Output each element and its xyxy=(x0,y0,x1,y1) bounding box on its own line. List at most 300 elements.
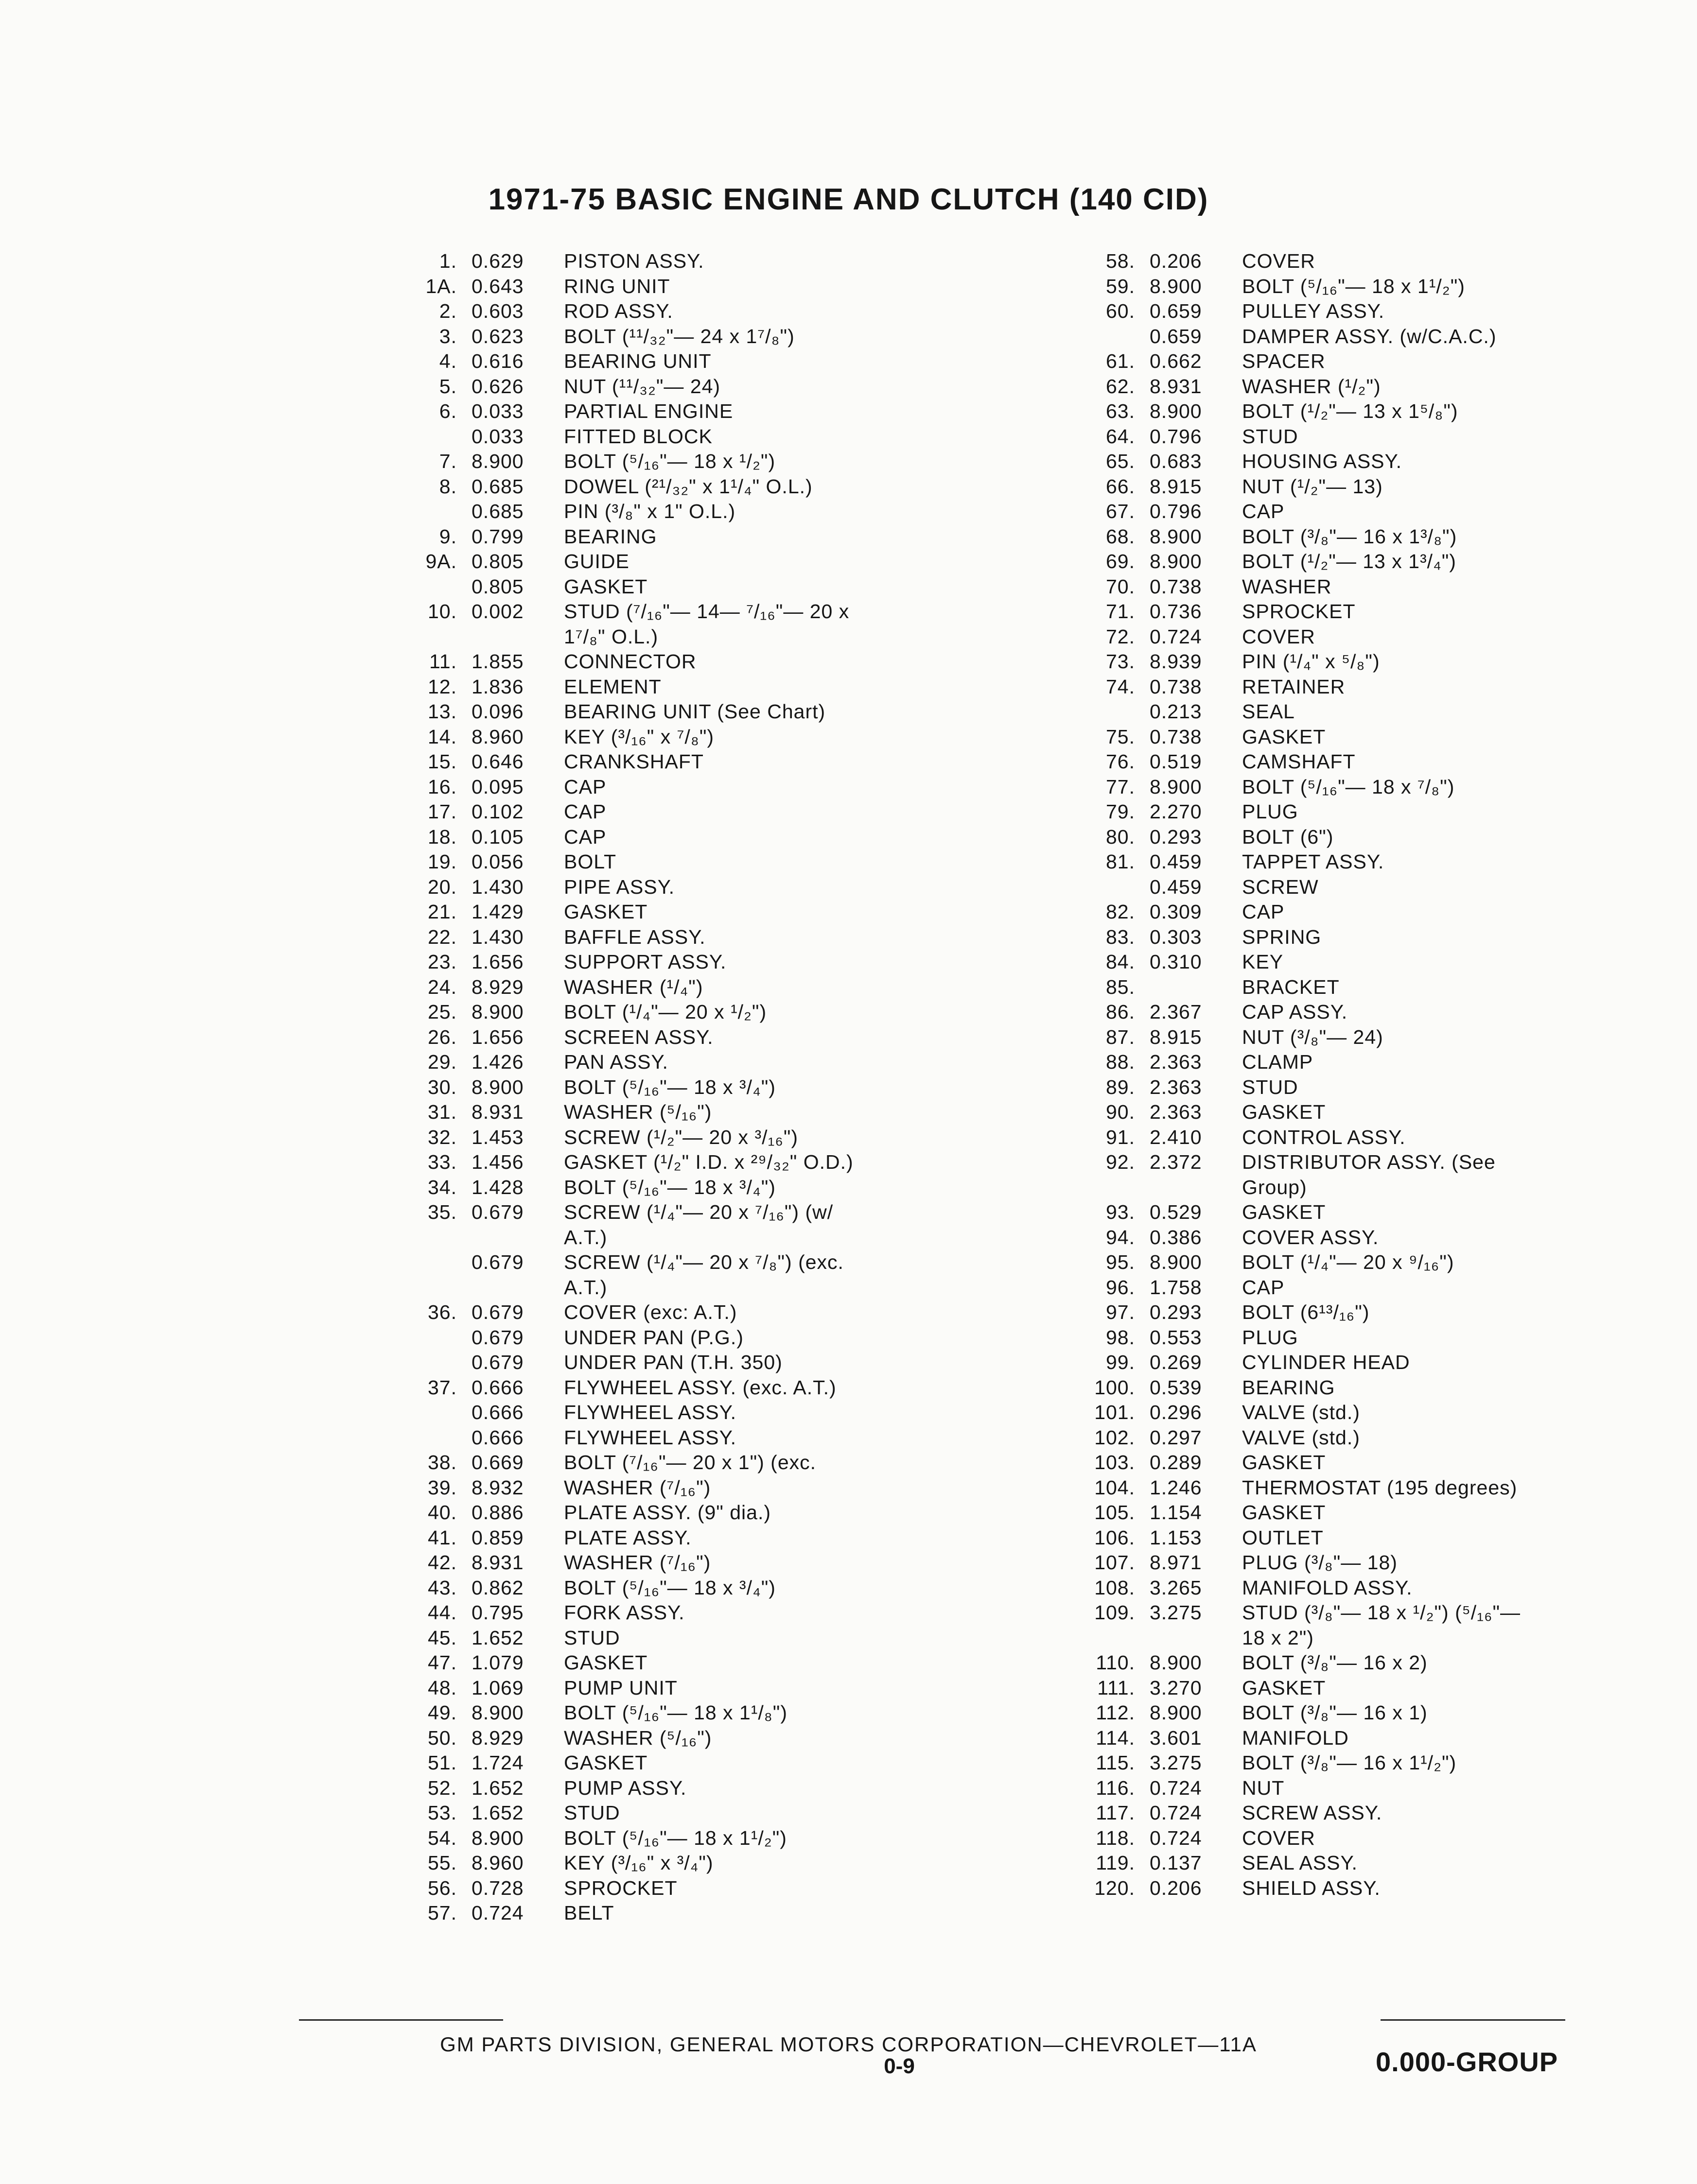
parts-list-row xyxy=(399,374,885,399)
part-description: SHIELD ASSY. xyxy=(1242,1876,1381,1899)
item-number: 85. xyxy=(1106,975,1135,998)
item-number: 107. xyxy=(1094,1551,1135,1574)
part-code: 0.459 xyxy=(1150,850,1202,873)
parts-list-row xyxy=(1031,599,1590,624)
part-description: CAP xyxy=(564,800,607,823)
parts-list-right xyxy=(1031,249,1590,1901)
item-number: 100. xyxy=(1094,1376,1135,1399)
parts-list-row xyxy=(399,725,885,750)
parts-list-row xyxy=(399,1050,885,1075)
part-description: CAP xyxy=(1242,500,1285,522)
part-code: 0.679 xyxy=(472,1251,524,1273)
part-code: 8.929 xyxy=(472,1726,524,1749)
parts-list-row xyxy=(399,975,885,1000)
parts-list-row xyxy=(399,1600,885,1626)
parts-list-row xyxy=(1031,1300,1590,1325)
parts-list-row xyxy=(1031,1250,1590,1275)
part-description: PLUG xyxy=(1242,800,1298,823)
item-number: 103. xyxy=(1094,1451,1135,1473)
parts-list-left xyxy=(399,249,885,1926)
parts-list-row xyxy=(1031,1125,1590,1150)
part-description: PLUG xyxy=(1242,1326,1298,1349)
parts-list-row xyxy=(399,1000,885,1025)
part-description: MANIFOLD ASSY. xyxy=(1242,1576,1413,1599)
part-description: FLYWHEEL ASSY. xyxy=(564,1426,737,1449)
parts-list-row xyxy=(1031,775,1590,800)
item-number: 77. xyxy=(1106,775,1135,798)
item-number: 97. xyxy=(1106,1301,1135,1323)
item-number: 73. xyxy=(1106,650,1135,673)
item-number: 1A. xyxy=(425,275,457,297)
item-number: 88. xyxy=(1106,1051,1135,1073)
parts-list-row xyxy=(399,1676,885,1701)
parts-list-row xyxy=(399,1300,885,1325)
item-number: 87. xyxy=(1106,1025,1135,1048)
part-description: BOLT (¹/₄"— 20 x ⁹/₁₆") xyxy=(1242,1251,1454,1273)
part-code: 0.033 xyxy=(472,425,524,448)
part-code: 0.724 xyxy=(472,1902,524,1924)
part-code: 8.931 xyxy=(1150,375,1202,398)
part-description: CAP ASSY. xyxy=(1242,1001,1348,1023)
item-number: 55. xyxy=(428,1852,457,1874)
item-number: 98. xyxy=(1106,1326,1135,1349)
parts-list-row xyxy=(399,274,885,299)
part-code: 0.669 xyxy=(472,1451,524,1473)
parts-list-row xyxy=(399,1851,885,1876)
item-number: 52. xyxy=(428,1776,457,1799)
part-description: FLYWHEEL ASSY. (exc. A.T.) xyxy=(564,1376,837,1399)
part-code: 0.539 xyxy=(1150,1376,1202,1399)
item-number: 10. xyxy=(428,600,457,623)
item-number: 43. xyxy=(428,1576,457,1599)
parts-list-row xyxy=(399,1150,885,1175)
parts-list-row xyxy=(399,1100,885,1125)
parts-list-row xyxy=(1031,1500,1590,1525)
page-number: 0-9 xyxy=(884,2054,915,2078)
item-number: 95. xyxy=(1106,1251,1135,1273)
parts-list-row xyxy=(399,1901,885,1926)
parts-list-row xyxy=(1031,1801,1590,1826)
part-code: 8.900 xyxy=(1150,275,1202,297)
part-description: WASHER xyxy=(1242,575,1332,598)
item-number xyxy=(399,1325,467,1351)
part-description: WASHER (⁵/₁₆") xyxy=(564,1101,712,1123)
item-number: 92. xyxy=(1106,1151,1135,1173)
item-number xyxy=(1031,699,1145,725)
parts-list-row xyxy=(399,775,885,800)
parts-list-row xyxy=(399,950,885,975)
part-code: 0.056 xyxy=(472,850,524,873)
parts-list-row xyxy=(1031,1200,1590,1225)
part-code: 8.971 xyxy=(1150,1551,1202,1574)
part-code: 0.738 xyxy=(1150,675,1202,698)
parts-list-row xyxy=(1031,424,1590,450)
part-description: BOLT (⁷/₁₆"— 20 x 1") (exc. xyxy=(564,1451,817,1473)
item-number: 1. xyxy=(439,250,457,272)
parts-list-row xyxy=(399,299,885,324)
part-code: 0.738 xyxy=(1150,725,1202,748)
part-description: BOLT (6¹³/₁₆") xyxy=(1242,1301,1370,1323)
parts-list-row xyxy=(399,349,885,374)
item-number: 45. xyxy=(428,1626,457,1649)
part-description: SCREW ASSY. xyxy=(1242,1802,1382,1824)
part-description: COVER xyxy=(1242,1826,1315,1849)
item-number: 40. xyxy=(428,1501,457,1524)
parts-list-row xyxy=(399,424,885,450)
part-code: 0.529 xyxy=(1150,1201,1202,1223)
part-code: 2.367 xyxy=(1150,1001,1202,1023)
part-code: 8.900 xyxy=(472,450,524,472)
part-code: 0.519 xyxy=(1150,750,1202,773)
part-description: FITTED BLOCK xyxy=(564,425,713,448)
part-description: CLAMP xyxy=(1242,1051,1313,1073)
part-code: 3.275 xyxy=(1150,1601,1202,1624)
item-number xyxy=(399,1350,467,1375)
part-description: SPACER xyxy=(1242,350,1326,372)
part-description: BOLT (⁵/₁₆"— 18 x ¹/₂") xyxy=(564,450,776,472)
part-description: GASKET xyxy=(564,1751,648,1774)
parts-list-row xyxy=(399,1425,885,1451)
part-code: 8.915 xyxy=(1150,1025,1202,1048)
part-description: SPROCKET xyxy=(1242,600,1356,623)
part-description: GASKET xyxy=(1242,1501,1326,1524)
part-description: BOLT (³/₈"— 16 x 1³/₈") xyxy=(1242,525,1457,548)
part-code: 0.206 xyxy=(1150,250,1202,272)
parts-list-row xyxy=(399,1550,885,1576)
parts-list-row xyxy=(399,1726,885,1751)
item-number: 68. xyxy=(1106,525,1135,548)
parts-list-row xyxy=(1031,1000,1590,1025)
part-description: COVER xyxy=(1242,625,1315,648)
parts-list-row xyxy=(399,900,885,925)
part-code: 0.297 xyxy=(1150,1426,1202,1449)
part-code: 8.900 xyxy=(1150,550,1202,572)
part-code: 1.154 xyxy=(1150,1501,1202,1524)
part-code: 2.363 xyxy=(1150,1075,1202,1098)
part-description: STUD xyxy=(564,1626,620,1649)
part-code: 0.805 xyxy=(472,550,524,572)
part-code: 1.069 xyxy=(472,1676,524,1699)
part-description: KEY (³/₁₆" x ³/₄") xyxy=(564,1852,714,1874)
part-code: 0.796 xyxy=(1150,425,1202,448)
part-code: 1.652 xyxy=(472,1802,524,1824)
part-code: 2.270 xyxy=(1150,800,1202,823)
parts-list-row xyxy=(1031,900,1590,925)
part-description: BEARING UNIT (See Chart) xyxy=(564,700,826,723)
parts-list-row xyxy=(1031,349,1590,374)
part-code: 1.656 xyxy=(472,1025,524,1048)
parts-list-row xyxy=(399,1801,885,1826)
part-code: 1.430 xyxy=(472,875,524,898)
item-number: 4. xyxy=(439,350,457,372)
parts-list-row xyxy=(1031,1075,1590,1100)
part-description: WASHER (¹/₄") xyxy=(564,975,703,998)
part-description: PAN ASSY. xyxy=(564,1051,668,1073)
parts-list-row xyxy=(399,1075,885,1100)
parts-list-row xyxy=(399,599,885,649)
part-code: 8.915 xyxy=(1150,475,1202,498)
parts-list-row xyxy=(399,1876,885,1901)
item-number: 117. xyxy=(1096,1802,1135,1824)
parts-list-row xyxy=(399,1626,885,1651)
item-number xyxy=(399,1250,467,1300)
item-number: 3. xyxy=(439,325,457,347)
part-description: PUMP ASSY. xyxy=(564,1776,687,1799)
part-description: PUMP UNIT xyxy=(564,1676,678,1699)
item-number: 66. xyxy=(1106,475,1135,498)
parts-list-row xyxy=(399,649,885,675)
item-number: 14. xyxy=(428,725,457,748)
item-number: 48. xyxy=(428,1676,457,1699)
parts-list-row xyxy=(399,1025,885,1050)
part-code: 0.683 xyxy=(1150,450,1202,472)
item-number: 39. xyxy=(428,1476,457,1499)
item-number: 38. xyxy=(428,1451,457,1473)
parts-list-row xyxy=(1031,1275,1590,1300)
part-code: 3.601 xyxy=(1150,1726,1202,1749)
part-description: STUD xyxy=(1242,425,1298,448)
parts-list-row xyxy=(1031,1100,1590,1125)
part-description: PARTIAL ENGINE xyxy=(564,400,734,422)
item-number: 8. xyxy=(439,475,457,498)
part-code: 0.033 xyxy=(472,400,524,422)
parts-list-row xyxy=(1031,1150,1590,1200)
part-code: 0.309 xyxy=(1150,901,1202,923)
parts-list-row xyxy=(1031,725,1590,750)
item-number: 89. xyxy=(1106,1075,1135,1098)
item-number xyxy=(399,574,467,600)
parts-list-row xyxy=(399,474,885,500)
part-code: 8.960 xyxy=(472,725,524,748)
parts-list-row xyxy=(399,1650,885,1676)
part-code: 1.426 xyxy=(472,1051,524,1073)
parts-list-row xyxy=(1031,1450,1590,1475)
part-description: HOUSING ASSY. xyxy=(1242,450,1402,472)
part-code: 3.275 xyxy=(1150,1751,1202,1774)
part-description: PULLEY ASSY. xyxy=(1242,300,1385,322)
part-code: 8.900 xyxy=(1150,1701,1202,1724)
parts-list-row xyxy=(1031,574,1590,600)
part-code: 3.270 xyxy=(1150,1676,1202,1699)
part-code: 0.859 xyxy=(472,1526,524,1549)
part-code: 0.728 xyxy=(472,1876,524,1899)
part-code: 2.363 xyxy=(1150,1101,1202,1123)
part-code: 8.900 xyxy=(472,1001,524,1023)
part-code: 2.372 xyxy=(1150,1151,1202,1173)
footer-rule-right xyxy=(1381,2019,1565,2021)
parts-list-row xyxy=(1031,675,1590,700)
item-number: 7. xyxy=(439,450,457,472)
item-number: 13. xyxy=(428,700,457,723)
page-title: 1971-75 BASIC ENGINE AND CLUTCH (140 CID) xyxy=(488,183,1209,216)
parts-list-row xyxy=(1031,1425,1590,1451)
part-description: VALVE (std.) xyxy=(1242,1426,1360,1449)
parts-list-row xyxy=(1031,274,1590,299)
part-code: 0.206 xyxy=(1150,1876,1202,1899)
item-number: 17. xyxy=(428,800,457,823)
part-description: COVER (exc: A.T.) xyxy=(564,1301,737,1323)
part-description: STUD xyxy=(1242,1075,1298,1098)
parts-list-row xyxy=(1031,1600,1590,1650)
part-description: SCREW (¹/₄"— 20 x ⁷/₈") (exc. A.T.) xyxy=(564,1251,844,1299)
parts-list-row xyxy=(399,1576,885,1601)
part-description: GASKET xyxy=(564,901,648,923)
item-number: 109. xyxy=(1094,1601,1135,1624)
parts-list-row xyxy=(399,1200,885,1250)
parts-list-row xyxy=(399,524,885,550)
part-code: 1.758 xyxy=(1150,1276,1202,1299)
part-description: STUD (³/₈"— 18 x ¹/₂") (⁵/₁₆"— 18 x 2") xyxy=(1242,1601,1521,1649)
parts-list-row xyxy=(1031,1400,1590,1425)
parts-list-row xyxy=(399,399,885,424)
item-number: 112. xyxy=(1096,1701,1135,1724)
part-code: 8.900 xyxy=(1150,1651,1202,1674)
part-code: 0.213 xyxy=(1150,700,1202,723)
item-number: 101. xyxy=(1094,1401,1135,1423)
part-code: 0.724 xyxy=(1150,1802,1202,1824)
part-code: 0.623 xyxy=(472,325,524,347)
item-number: 96. xyxy=(1106,1276,1135,1299)
item-number: 35. xyxy=(428,1201,457,1223)
parts-list-row xyxy=(399,1751,885,1776)
part-description: FORK ASSY. xyxy=(564,1601,685,1624)
part-description: BOLT (³/₈"— 16 x 1) xyxy=(1242,1701,1428,1724)
part-description: UNDER PAN (P.G.) xyxy=(564,1326,744,1349)
item-number: 42. xyxy=(428,1551,457,1574)
part-description: PLUG (³/₈"— 18) xyxy=(1242,1551,1398,1574)
parts-list-row xyxy=(399,1475,885,1501)
part-code: 0.293 xyxy=(1150,1301,1202,1323)
parts-list-row xyxy=(399,749,885,775)
parts-list-row xyxy=(1031,1751,1590,1776)
parts-list-row xyxy=(1031,449,1590,474)
parts-list-row xyxy=(399,1500,885,1525)
item-number: 111. xyxy=(1097,1676,1135,1699)
item-number: 59. xyxy=(1106,275,1135,297)
part-code: 0.096 xyxy=(472,700,524,723)
part-code: 8.929 xyxy=(472,975,524,998)
parts-list-row xyxy=(1031,1726,1590,1751)
part-description: ELEMENT xyxy=(564,675,662,698)
parts-list-row xyxy=(399,1400,885,1425)
part-code: 1.153 xyxy=(1150,1526,1202,1549)
part-description: THERMOSTAT (195 degrees) xyxy=(1242,1476,1518,1499)
parts-list-row xyxy=(399,1525,885,1551)
part-description: PLATE ASSY. (9" dia.) xyxy=(564,1501,771,1524)
part-code: 1.430 xyxy=(472,925,524,948)
part-code: 0.102 xyxy=(472,800,524,823)
part-description: SEAL ASSY. xyxy=(1242,1852,1358,1874)
parts-list-row xyxy=(399,699,885,725)
part-code: 1.652 xyxy=(472,1626,524,1649)
part-code: 0.886 xyxy=(472,1501,524,1524)
part-code: 0.862 xyxy=(472,1576,524,1599)
part-code: 0.666 xyxy=(472,1426,524,1449)
part-description: GASKET xyxy=(1242,725,1326,748)
parts-list-row xyxy=(1031,1676,1590,1701)
part-description: CAP xyxy=(564,825,607,848)
part-description: BOLT (⁵/₁₆"— 18 x 1¹/₂") xyxy=(564,1826,787,1849)
parts-list-row xyxy=(1031,474,1590,500)
part-code: 1.836 xyxy=(472,675,524,698)
item-number: 86. xyxy=(1106,1001,1135,1023)
parts-list-row xyxy=(399,1700,885,1726)
part-code: 0.626 xyxy=(472,375,524,398)
part-description: DOWEL (²¹/₃₂" x 1¹/₄" O.L.) xyxy=(564,475,813,498)
part-code: 3.265 xyxy=(1150,1576,1202,1599)
part-description: NUT (¹/₂"— 13) xyxy=(1242,475,1383,498)
item-number: 91. xyxy=(1106,1126,1135,1148)
item-number: 26. xyxy=(428,1025,457,1048)
part-code: 0.603 xyxy=(472,300,524,322)
item-number: 57. xyxy=(428,1902,457,1924)
part-code: 1.855 xyxy=(472,650,524,673)
item-number: 54. xyxy=(428,1826,457,1849)
footer-publisher: GM PARTS DIVISION, GENERAL MOTORS CORPORATION—CHEVROLET—11A xyxy=(440,2033,1257,2056)
part-code: 2.363 xyxy=(1150,1051,1202,1073)
parts-list-row xyxy=(399,1776,885,1801)
part-code: 0.459 xyxy=(1150,875,1202,898)
part-description: GUIDE xyxy=(564,550,630,572)
part-code: 0.002 xyxy=(472,600,524,623)
part-code: 1.456 xyxy=(472,1151,524,1173)
part-description: COVER ASSY. xyxy=(1242,1226,1379,1248)
item-number: 2. xyxy=(439,300,457,322)
part-code: 0.095 xyxy=(472,775,524,798)
parts-list-row xyxy=(399,1250,885,1300)
item-number: 18. xyxy=(428,825,457,848)
part-description: SPROCKET xyxy=(564,1876,678,1899)
part-description: DISTRIBUTOR ASSY. (See Group) xyxy=(1242,1151,1496,1198)
part-code: 0.296 xyxy=(1150,1401,1202,1423)
parts-list-row xyxy=(1031,499,1590,524)
item-number: 53. xyxy=(428,1802,457,1824)
part-code: 0.805 xyxy=(472,575,524,598)
parts-list-row xyxy=(399,1350,885,1375)
part-code: 1.656 xyxy=(472,951,524,973)
part-description: CAMSHAFT xyxy=(1242,750,1356,773)
part-code: 8.900 xyxy=(1150,400,1202,422)
parts-list-row xyxy=(1031,1776,1590,1801)
part-description: GASKET xyxy=(564,575,648,598)
item-number: 76. xyxy=(1106,750,1135,773)
item-number: 115. xyxy=(1096,1751,1135,1774)
part-code: 0.679 xyxy=(472,1351,524,1373)
item-number: 118. xyxy=(1096,1826,1135,1849)
part-description: BELT xyxy=(564,1902,614,1924)
item-number: 58. xyxy=(1106,250,1135,272)
parts-list-row xyxy=(1031,1876,1590,1901)
parts-list-row xyxy=(399,925,885,950)
parts-list-row xyxy=(399,1375,885,1401)
item-number: 114. xyxy=(1096,1726,1135,1749)
part-code: 0.659 xyxy=(1150,300,1202,322)
parts-list-row xyxy=(399,324,885,349)
part-code: 0.659 xyxy=(1150,325,1202,347)
part-description: SUPPORT ASSY. xyxy=(564,951,727,973)
item-number xyxy=(399,424,467,450)
part-code: 0.738 xyxy=(1150,575,1202,598)
part-description: RETAINER xyxy=(1242,675,1346,698)
parts-list-row xyxy=(399,449,885,474)
item-number: 80. xyxy=(1106,825,1135,848)
item-number: 75. xyxy=(1106,725,1135,748)
part-description: WASHER (⁵/₁₆") xyxy=(564,1726,712,1749)
part-description: BOLT (¹¹/₃₂"— 24 x 1⁷/₈") xyxy=(564,325,795,347)
part-description: COVER xyxy=(1242,250,1315,272)
part-code: 0.646 xyxy=(472,750,524,773)
item-number: 69. xyxy=(1106,550,1135,572)
